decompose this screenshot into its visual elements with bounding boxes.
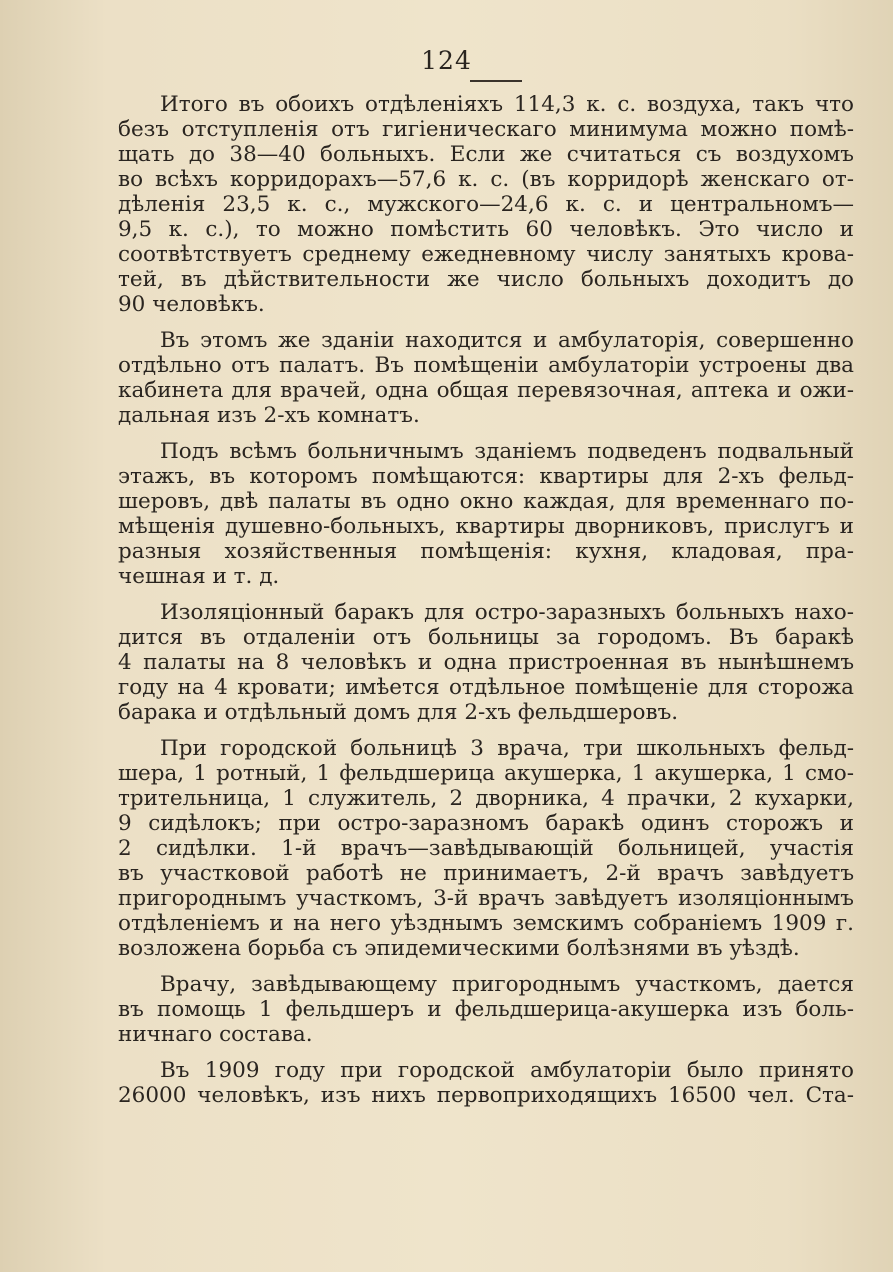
text-line: въ помощь 1 фельдшеръ и фельдшерица-акушерка изъ боль- [118, 997, 854, 1022]
paragraph [118, 439, 854, 589]
text-line: мѣщенія душевно-больныхъ, квартиры дворниковъ, прислугъ и [118, 514, 854, 539]
text-line: шера, 1 ротный, 1 фельдшерица акушерка, 1 акушерка, 1 смо- [118, 761, 854, 786]
text-line: Въ этомъ же зданіи находится и амбулаторія, совершенно [160, 328, 854, 353]
text-line: 9,5 к. с.), то можно помѣстить 60 человѣкъ. Это число и [118, 217, 854, 242]
text-line: Изоляціонный баракъ для остро-заразныхъ больныхъ нахо- [160, 600, 854, 625]
text-line: возложена борьба съ эпидемическими болѣзнями въ уѣздѣ. [118, 936, 800, 961]
text-line: дальная изъ 2-хъ комнатъ. [118, 403, 420, 428]
text-line: дится въ отдаленіи отъ больницы за городомъ. Въ баракѣ [118, 625, 854, 650]
paragraph [118, 736, 854, 961]
text-line: При городской больницѣ 3 врача, три школьныхъ фельд- [160, 736, 854, 761]
text-line: трительница, 1 служитель, 2 дворника, 4 прачки, 2 кухарки, [118, 786, 854, 811]
paragraph [118, 92, 854, 317]
text-line: кабинета для врачей, одна общая перевязочная, аптека и ожи- [118, 378, 854, 403]
paragraph [118, 1058, 854, 1108]
text-line: шеровъ, двѣ палаты въ одно окно каждая, для временнаго по- [118, 489, 854, 514]
text-line: барака и отдѣльный домъ для 2-хъ фельдшеровъ. [118, 700, 679, 725]
text-line: Подъ всѣмъ больничнымъ зданіемъ подведенъ подвальный [160, 439, 854, 464]
text-line: Итого въ обоихъ отдѣленіяхъ 114,3 к. с. воздуха, такъ что [160, 92, 854, 117]
text-line: Въ 1909 году при городской амбулаторіи было принято [160, 1058, 854, 1083]
body-text [118, 92, 854, 1119]
text-line: 4 палаты на 8 человѣкъ и одна пристроенная въ нынѣшнемъ [118, 650, 854, 675]
text-line: 26000 человѣкъ, изъ нихъ первоприходящихъ 16500 чел. Ста- [118, 1083, 854, 1108]
page-number: 124 [421, 46, 472, 75]
text-line: соотвѣтствуетъ среднему ежедневному числу занятыхъ крова- [118, 242, 854, 267]
text-line: чешная и т. д. [118, 564, 280, 589]
text-line: дѣленія 23,5 к. с., мужского—24,6 к. с. и центральномъ— [118, 192, 854, 217]
text-line: Врачу, завѣдывающему пригороднымъ участкомъ, дается [160, 972, 854, 997]
text-line: щать до 38—40 больныхъ. Если же считаться съ воздухомъ [118, 142, 854, 167]
text-line: отдѣльно отъ палатъ. Въ помѣщеніи амбулаторіи устроены два [118, 353, 854, 378]
text-line: отдѣленіемъ и на него уѣзднымъ земскимъ собраніемъ 1909 г. [118, 911, 854, 936]
text-line: этажъ, въ которомъ помѣщаются: квартиры для 2-хъ фельд- [118, 464, 854, 489]
text-line: пригороднымъ участкомъ, 3-й врачъ завѣдуетъ изоляціоннымъ [118, 886, 854, 911]
text-line: безъ отступленія отъ гигіеническаго минимума можно помѣ- [118, 117, 854, 142]
text-line: разныя хозяйственныя помѣщенія: кухня, кладовая, пра- [118, 539, 854, 564]
text-line: во всѣхъ корридорахъ—57,6 к. с. (въ корридорѣ женскаго от- [118, 167, 854, 192]
text-line: году на 4 кровати; имѣется отдѣльное помѣщеніе для сторожа [118, 675, 854, 700]
paragraph [118, 328, 854, 428]
page-number-underline [470, 80, 522, 82]
paragraph [118, 600, 854, 725]
text-line: ничнаго состава. [118, 1022, 313, 1047]
text-line: 90 человѣкъ. [118, 292, 265, 317]
text-line: 2 сидѣлки. 1-й врачъ—завѣдывающій больницей, участія [118, 836, 854, 861]
text-line: 9 сидѣлокъ; при остро-заразномъ баракѣ одинъ сторожъ и [118, 811, 854, 836]
text-line: тей, въ дѣйствительности же число больныхъ доходитъ до [118, 267, 854, 292]
text-line: въ участковой работѣ не принимаетъ, 2-й врачъ завѣдуетъ [118, 861, 854, 886]
paragraph [118, 972, 854, 1047]
